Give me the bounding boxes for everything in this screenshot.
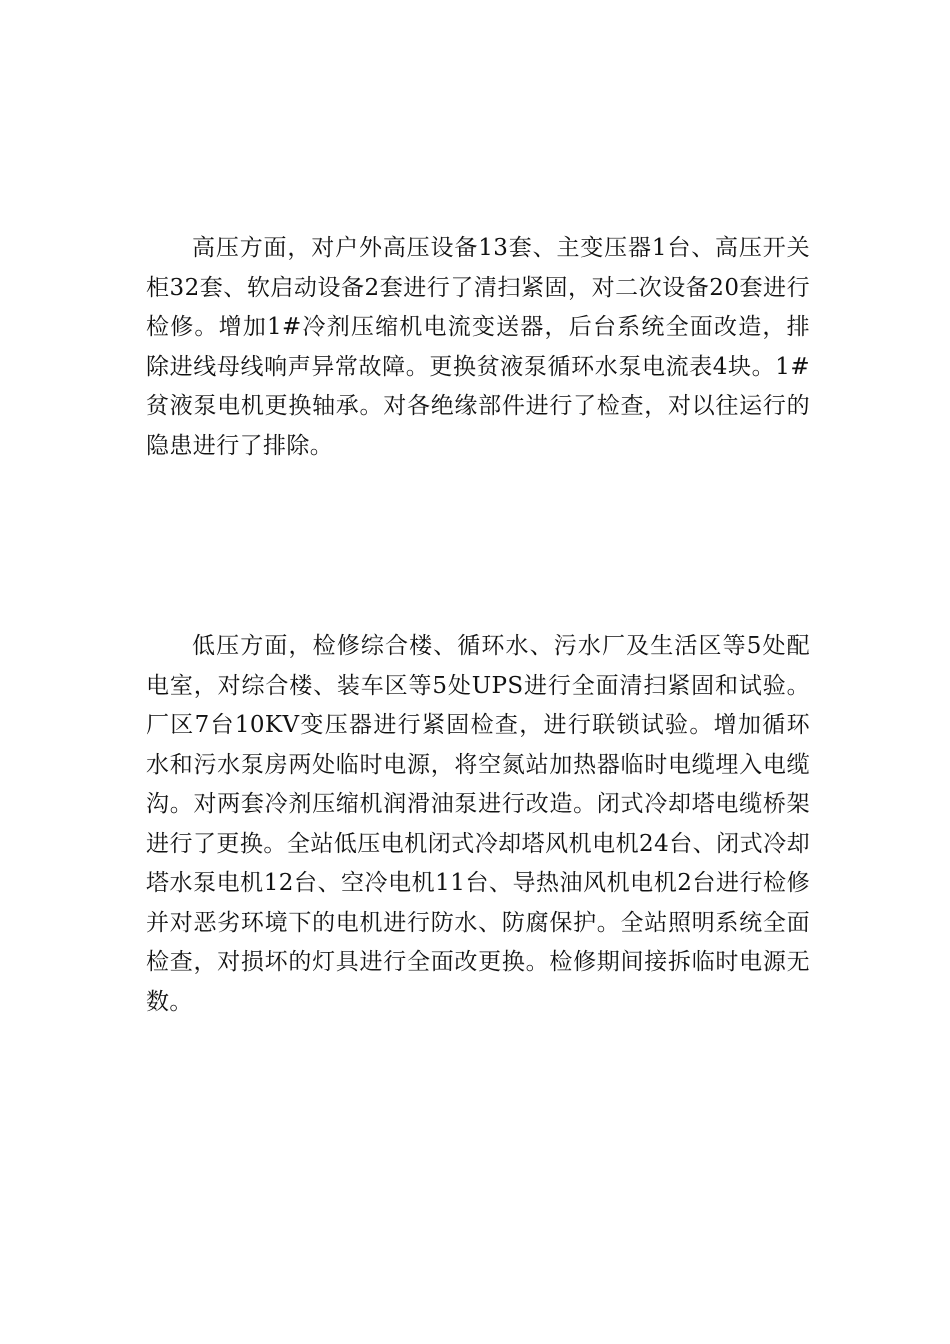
paragraph-high-voltage: 高压方面，对户外高压设备13套、主变压器1台、高压开关柜32套、软启动设备2套进行了清扫紧固，对二次设备20套进行检修。增加1#冷剂压缩机电流变送器，后台系统全面改造，排除进线母线响声异常故障。更换贫液泵循环水泵电流表4块。1#贫液泵电机更换轴承。对各绝缘部件进行了检查，对以往运行的隐患进行了排除。 [146,235,810,459]
paragraph-low-voltage: 低压方面，检修综合楼、循环水、污水厂及生活区等5处配电室，对综合楼、装车区等5处UPS进行全面清扫紧固和试验。厂区7台10KV变压器进行紧固检查，进行联锁试验。增加循环水和污水泵房两处临时电源，将空氮站加热器临时电缆埋入电缆沟。对两套冷剂压缩机润滑油泵进行改造。闭式冷却塔电缆桥架进行了更换。全站低压电机闭式冷却塔风机电机24台、闭式冷却塔水泵电机12台、空冷电机11台、导热油风机电机2台进行检修并对恶劣环境下的电机进行防水、防腐保护。全站照明系统全面检查，对损坏的灯具进行全面改更换。检修期间接拆临时电源无数。 [146,633,810,1015]
